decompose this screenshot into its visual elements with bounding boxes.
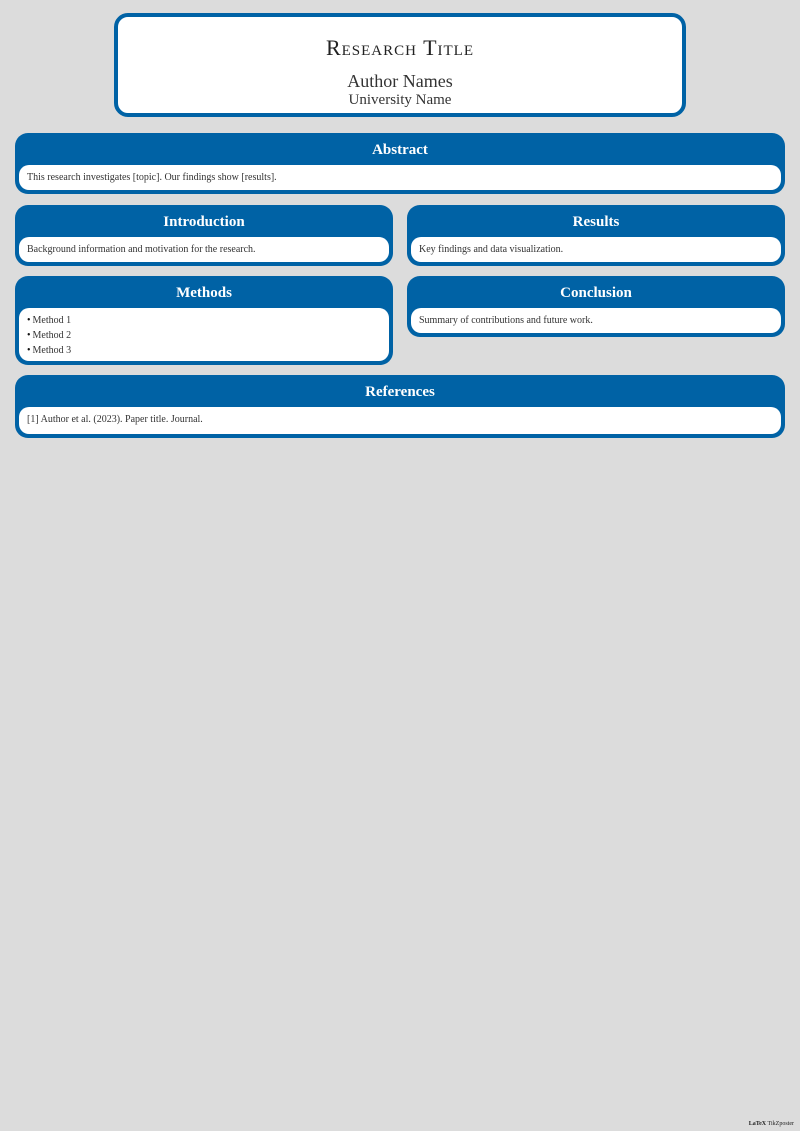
introduction-text: Background information and motivation for the research. xyxy=(27,244,256,255)
results-block xyxy=(407,205,785,266)
methods-list-item: • Method 2 xyxy=(27,328,381,343)
abstract-body xyxy=(19,165,781,190)
results-title: Results xyxy=(572,214,620,230)
references-body xyxy=(19,407,781,434)
results-text: Key findings and data visualization. xyxy=(419,244,564,255)
methods-body xyxy=(19,308,389,361)
conclusion-text: Summary of contributions and future work. xyxy=(419,315,593,326)
results-body xyxy=(411,237,781,262)
references-block xyxy=(15,375,785,438)
methods-list-item: • Method 3 xyxy=(27,343,381,358)
methods-list xyxy=(27,313,381,358)
references-text: [1] Author et al. (2023). Paper title. Journal. xyxy=(27,414,203,425)
introduction-block xyxy=(15,205,393,266)
poster-institute: University Name xyxy=(348,92,452,108)
poster-title: Research Title xyxy=(325,35,475,60)
latex-logo-text: LaTeX xyxy=(748,1121,767,1127)
footer-credit xyxy=(749,1121,794,1127)
introduction-body xyxy=(19,237,389,262)
tikzposter-text: TikZposter xyxy=(767,1121,794,1127)
conclusion-body xyxy=(411,308,781,333)
abstract-title: Abstract xyxy=(372,142,428,158)
abstract-block xyxy=(15,133,785,194)
poster-title-block xyxy=(114,13,686,117)
introduction-title: Introduction xyxy=(163,214,245,230)
methods-title: Methods xyxy=(176,285,232,301)
abstract-text: This research investigates [topic]. Our findings show [results]. xyxy=(27,172,277,183)
conclusion-title: Conclusion xyxy=(560,285,632,301)
poster-authors: Author Names xyxy=(347,71,453,91)
methods-block xyxy=(15,276,393,365)
conclusion-block xyxy=(407,276,785,337)
references-title: References xyxy=(365,384,435,400)
methods-list-item: • Method 1 xyxy=(27,313,381,328)
